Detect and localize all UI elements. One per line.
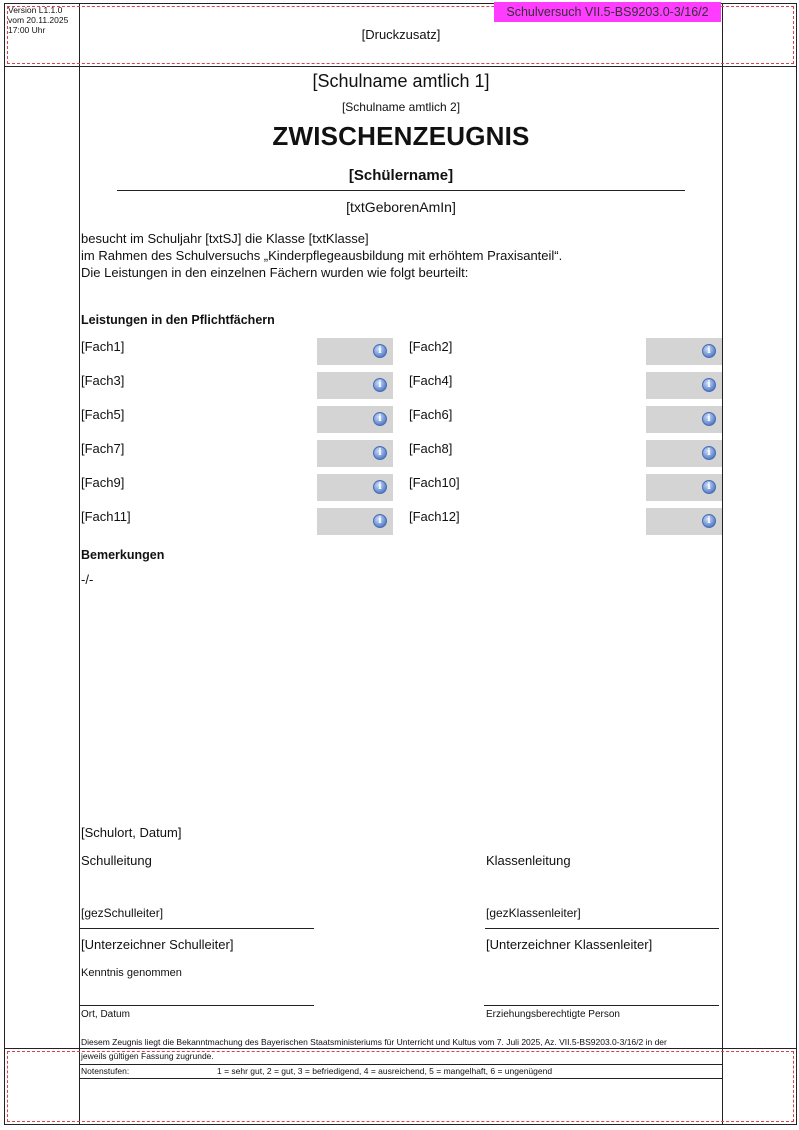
schulleitung-label: Schulleitung xyxy=(81,853,152,868)
fach-label: [Fach5] xyxy=(81,407,125,422)
footer-note-line-1: Diesem Zeugnis liegt die Bekanntmachung des Bayerischen Staatsministeriums für Unterricht und Kultus vom 7. Juli 2025, Az. VII.5-BS9203.0-3/16/2 in der xyxy=(81,1037,667,1047)
notenstufen-text: 1 = sehr gut, 2 = gut, 3 = befriedigend, 4 = ausreichend, 5 = mangelhaft, 6 = ungenügend xyxy=(217,1066,553,1076)
info-icon[interactable]: i xyxy=(373,412,387,426)
unterzeichner-schulleiter: [Unterzeichner Schulleiter] xyxy=(81,937,234,952)
grade-field[interactable] xyxy=(317,406,393,433)
erziehungsberechtigte-label: Erziehungsberechtigte Person xyxy=(486,1009,620,1020)
version-date: vom 20.11.2025 xyxy=(8,15,69,25)
grade-field[interactable] xyxy=(646,406,722,433)
info-icon[interactable]: i xyxy=(702,412,716,426)
page-border-left xyxy=(4,3,5,1125)
bemerkungen-text: -/- xyxy=(81,572,94,587)
bemerkungen-heading: Bemerkungen xyxy=(81,548,165,562)
klassenleitung-label: Klassenleitung xyxy=(486,853,571,868)
fach-label: [Fach1] xyxy=(81,339,125,354)
fach-label: [Fach8] xyxy=(409,441,453,456)
notenstufen-label: Notenstufen: xyxy=(81,1066,130,1076)
page-title: ZWISCHENZEUGNIS xyxy=(272,121,530,151)
fach-label: [Fach4] xyxy=(409,373,453,388)
info-icon[interactable]: i xyxy=(702,514,716,528)
pflicht-heading: Leistungen in den Pflichtfächern xyxy=(81,313,275,327)
grade-field[interactable] xyxy=(646,372,722,399)
info-icon[interactable]: i xyxy=(702,446,716,460)
geboren-am-in: [txtGeborenAmIn] xyxy=(346,199,456,215)
signature-line-klassenleiter xyxy=(485,928,719,929)
schuelername: [Schülername] xyxy=(348,167,454,184)
signature-line-ort xyxy=(80,1005,314,1006)
notenstufen-top-line xyxy=(80,1064,722,1065)
grade-field[interactable] xyxy=(646,440,722,467)
info-icon[interactable]: i xyxy=(373,446,387,460)
version-info xyxy=(8,5,68,35)
fach-label: [Fach11] xyxy=(81,509,131,524)
intro-text xyxy=(81,230,562,281)
grade-field[interactable] xyxy=(317,440,393,467)
info-icon[interactable]: i xyxy=(373,378,387,392)
fach-label: [Fach6] xyxy=(409,407,453,422)
info-icon[interactable]: i xyxy=(702,344,716,358)
intro-line-1: besucht im Schuljahr [txtSJ] die Klasse [txtKlasse] xyxy=(81,231,369,246)
gez-schulleiter: [gezSchulleiter] xyxy=(81,906,164,920)
fach-label: [Fach9] xyxy=(81,475,125,490)
notenstufen-bottom-line xyxy=(80,1078,722,1079)
fach-label: [Fach12] xyxy=(409,509,460,524)
schulname-2: [Schulname amtlich 2] xyxy=(341,100,461,114)
signature-line-erziehungsberechtigte xyxy=(484,1005,719,1006)
info-icon[interactable]: i xyxy=(702,378,716,392)
fach-label: [Fach2] xyxy=(409,339,453,354)
schulname-1: [Schulname amtlich 1] xyxy=(312,71,490,91)
grade-field[interactable] xyxy=(646,338,722,365)
info-icon[interactable]: i xyxy=(373,480,387,494)
intro-line-2: im Rahmen des Schulversuchs „Kinderpflegeausbildung mit erhöhtem Praxisanteil“. xyxy=(81,248,563,263)
gez-klassenleiter: [gezKlassenleiter] xyxy=(486,906,581,920)
info-icon[interactable]: i xyxy=(373,344,387,358)
version-time: 17:00 Uhr xyxy=(8,25,46,35)
grade-field[interactable] xyxy=(317,508,393,535)
content-border-right xyxy=(722,3,723,1125)
intro-line-3: Die Leistungen in den einzelnen Fächern wurden wie folgt beurteilt: xyxy=(81,265,469,280)
info-icon[interactable]: i xyxy=(373,514,387,528)
grade-field[interactable] xyxy=(646,508,722,535)
footer-note xyxy=(81,1035,721,1063)
unterzeichner-klassenleiter: [Unterzeichner Klassenleiter] xyxy=(486,937,653,952)
druckzusatz: [Druckzusatz] xyxy=(361,27,441,42)
version-line: Version L1.1.0 xyxy=(8,5,63,15)
page-border-bottom xyxy=(4,1124,797,1125)
page-border-right xyxy=(796,3,797,1125)
schuelername-underline xyxy=(117,190,685,191)
grade-field[interactable] xyxy=(317,474,393,501)
schulversuch-tag: Schulversuch VII.5-BS9203.0-3/16/2 xyxy=(494,2,721,22)
kenntnis-genommen: Kenntnis genommen xyxy=(81,967,182,979)
grade-field[interactable] xyxy=(646,474,722,501)
header-separator xyxy=(4,66,797,67)
footer-note-line-2: jeweils gültigen Fassung zugrunde. xyxy=(81,1051,214,1061)
schulort-datum: [Schulort, Datum] xyxy=(81,825,182,840)
grade-field[interactable] xyxy=(317,338,393,365)
fach-label: [Fach7] xyxy=(81,441,125,456)
fach-label: [Fach3] xyxy=(81,373,125,388)
grade-field[interactable] xyxy=(317,372,393,399)
signature-line-schulleiter xyxy=(80,928,314,929)
fach-label: [Fach10] xyxy=(409,475,460,490)
ort-datum-label: Ort, Datum xyxy=(81,1009,130,1020)
info-icon[interactable]: i xyxy=(702,480,716,494)
